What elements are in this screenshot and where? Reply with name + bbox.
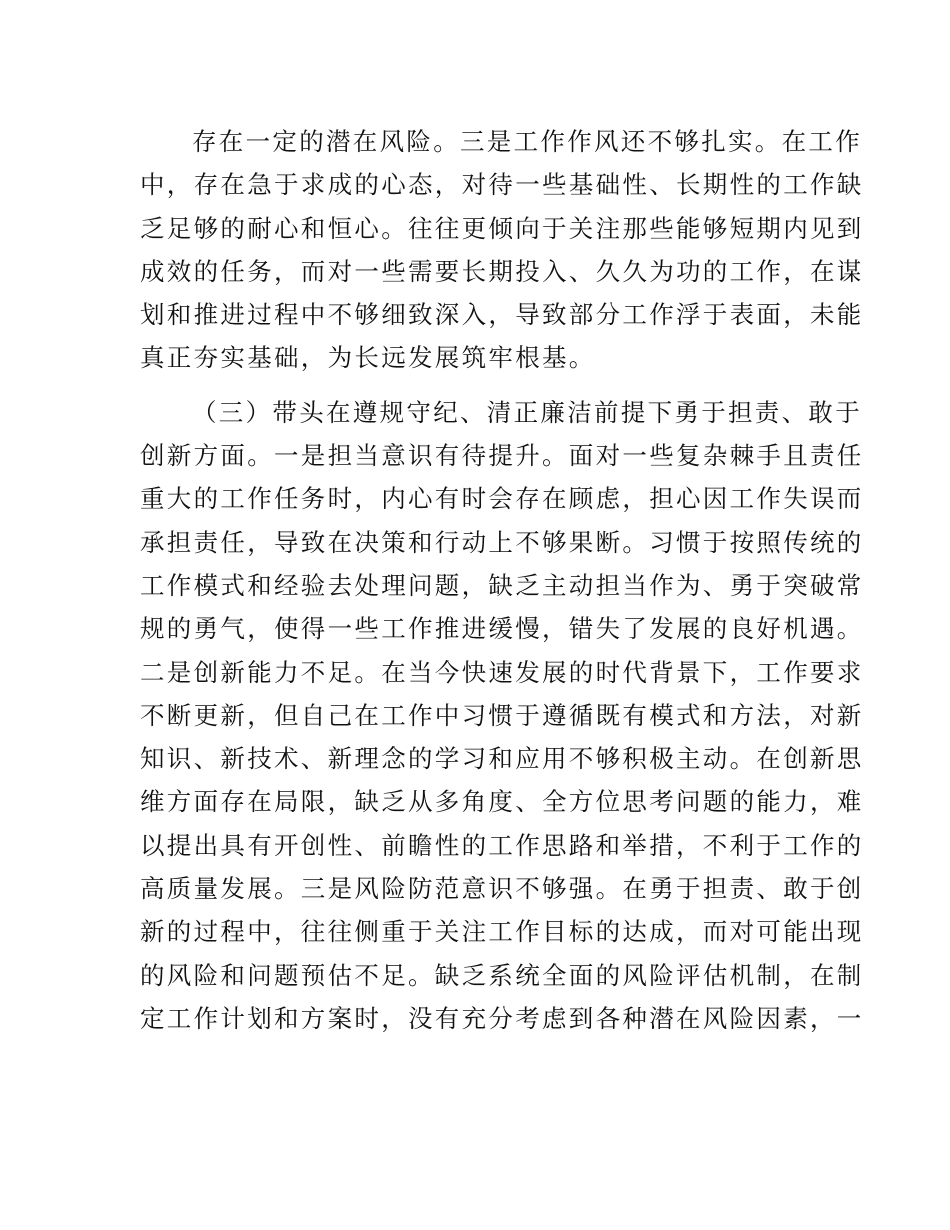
text-line: 承担责任，导致在决策和行动上不够果断。习惯于按照传统的 — [140, 527, 864, 557]
text-line: 定工作计划和方案时，没有充分考虑到各种潜在风险因素，一 — [140, 1003, 864, 1033]
document-body — [140, 120, 864, 1040]
text-line: 中，存在急于求成的心态，对待一些基础性、长期性的工作缺 — [140, 170, 864, 200]
text-line: 以提出具有开创性、前瞻性的工作思路和举措，不利于工作的 — [140, 830, 864, 860]
text-line: 重大的工作任务时，内心有时会存在顾虑，担心因工作失误而 — [140, 484, 864, 514]
text-line: 创新方面。一是担当意识有待提升。面对一些复杂棘手且责任 — [140, 441, 864, 471]
text-line: 规的勇气，使得一些工作推进缓慢，错失了发展的良好机遇。 — [140, 614, 864, 644]
text-line: 划和推进过程中不够细致深入，导致部分工作浮于表面，未能 — [140, 300, 864, 330]
text-line: 二是创新能力不足。在当今快速发展的时代背景下，工作要求 — [140, 657, 864, 687]
text-line: 高质量发展。三是风险防范意识不够强。在勇于担责、敢于创 — [140, 874, 864, 904]
paragraph-work-style — [140, 120, 864, 380]
text-line: 存在一定的潜在风险。三是工作作风还不够扎实。在工作 — [192, 127, 862, 156]
text-line: 不断更新，但自己在工作中习惯于遵循既有模式和方法，对新 — [140, 700, 864, 730]
text-line: 工作模式和经验去处理问题，缺乏主动担当作为、勇于突破常 — [140, 570, 864, 600]
text-line: 真正夯实基础，为长远发展筑牢根基。 — [140, 343, 596, 373]
text-line: 的风险和问题预估不足。缺乏系统全面的风险评估机制，在制 — [140, 960, 864, 990]
text-line: 知识、新技术、新理念的学习和应用不够积极主动。在创新思 — [140, 744, 864, 774]
section-heading-line: （三）带头在遵规守纪、清正廉洁前提下勇于担责、敢于 — [192, 397, 862, 427]
paragraph-spacer — [140, 380, 824, 391]
paragraph-section-three — [140, 391, 864, 1040]
text-line: 成效的任务，而对一些需要长期投入、久久为功的工作，在谋 — [140, 256, 864, 286]
text-line: 新的过程中，往往侧重于关注工作目标的达成，而对可能出现 — [140, 917, 864, 947]
text-line: 维方面存在局限，缺乏从多角度、全方位思考问题的能力，难 — [140, 787, 864, 817]
text-line: 乏足够的耐心和恒心。往往更倾向于关注那些能够短期内见到 — [140, 213, 864, 243]
